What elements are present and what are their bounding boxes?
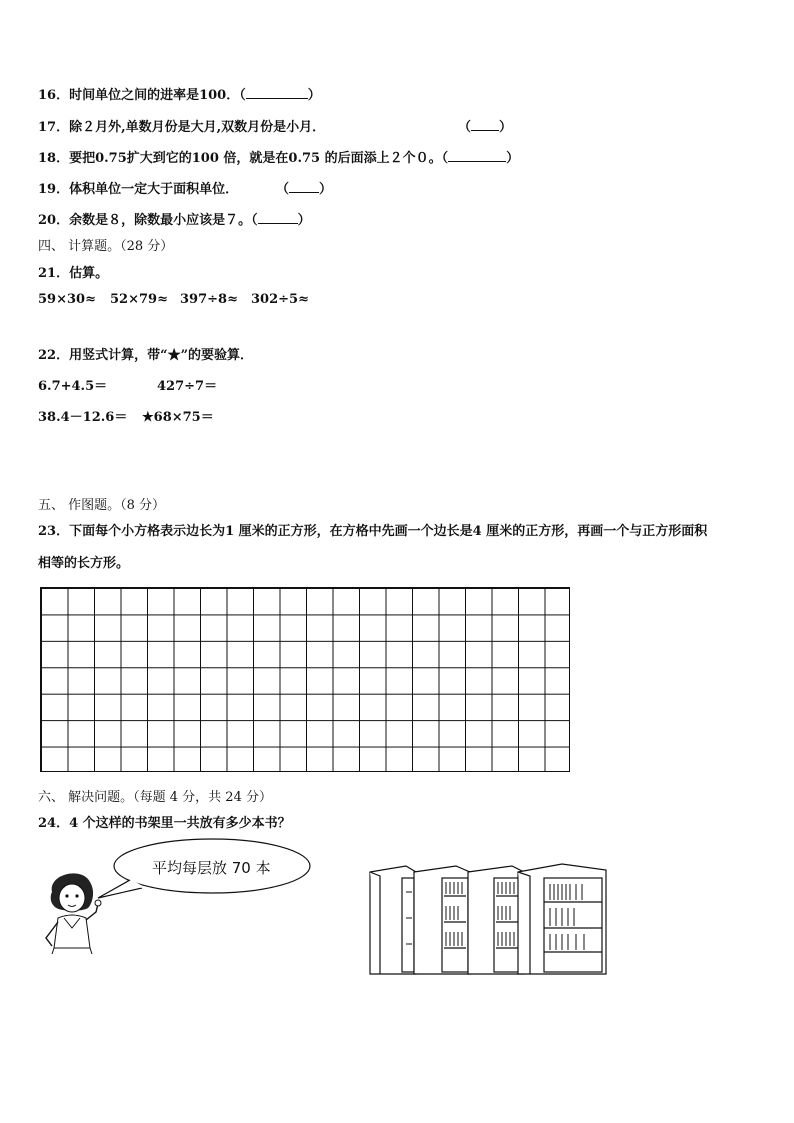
estimate-item: 397÷8≈	[180, 292, 238, 307]
paren-close: ）	[297, 213, 311, 228]
estimate-item: 59×30≈	[38, 292, 96, 307]
answer-blank-16[interactable]	[246, 87, 308, 99]
calc-item: ★68×75＝	[142, 410, 214, 425]
question-19	[38, 178, 238, 197]
question-17-answer	[458, 116, 512, 135]
drawing-grid[interactable]	[40, 587, 570, 772]
answer-blank-20[interactable]	[258, 212, 298, 224]
answer-blank-17[interactable]	[471, 119, 499, 131]
bookshelves-illustration-icon	[366, 862, 614, 978]
paren-open: （	[276, 182, 290, 197]
question-19-answer	[276, 178, 332, 197]
paren-open: （	[458, 120, 472, 135]
question-18-text: 18．要把0.75扩大到它的100 倍，就是在0.75 的后面添上２个０。（	[38, 151, 449, 166]
question-18	[38, 147, 519, 166]
question-17	[38, 116, 325, 135]
calc-item: 427÷7＝	[157, 379, 218, 394]
question-21: 21．估算。	[38, 266, 109, 281]
question-20-text: 20．余数是８，除数最小应该是７。（	[38, 213, 258, 228]
question-16-text: 16．时间单位之间的进率是100．（	[38, 88, 246, 103]
girl-illustration-icon	[38, 868, 108, 954]
question-23-line2: 相等的长方形。	[38, 556, 130, 571]
question-17-text: 17．除２月外,单数月份是大月,双数月份是小月．	[38, 120, 326, 135]
bookshelf-icon	[468, 866, 524, 974]
estimate-item: 302÷5≈	[251, 292, 309, 307]
question-23-line1: 23．下面每个小方格表示边长为1 厘米的正方形，在方格中先画一个边长是4 厘米的正方形，再画一个与正方形面积	[38, 524, 708, 539]
answer-blank-18[interactable]	[448, 150, 506, 162]
calc-item: 6.7+4.5＝	[38, 379, 108, 394]
calc-item: 38.4－12.6＝	[38, 410, 128, 425]
question-24: 24．4 个这样的书架里一共放有多少本书？	[38, 816, 291, 831]
question-16	[38, 84, 321, 103]
bubble-text: 平均每层放 70 本	[152, 859, 271, 877]
paren-close: ）	[506, 151, 520, 166]
answer-blank-19[interactable]	[289, 181, 319, 193]
section-heading-5: 五、 作图题。（8 分）	[38, 498, 166, 513]
estimate-item: 52×79≈	[110, 292, 168, 307]
section-heading-4: 四、 计算题。（28 分）	[38, 239, 174, 254]
paren-close: ）	[319, 182, 333, 197]
paren-close: ）	[307, 88, 321, 103]
question-19-text: 19．体积单位一定大于面积单位．	[38, 182, 239, 197]
bookshelf-icon	[370, 866, 416, 974]
section-heading-6: 六、 解决问题。（每题 4 分，共 24 分）	[38, 790, 272, 805]
paren-close: ）	[499, 120, 513, 135]
question-20	[38, 209, 311, 228]
question-22: 22．用竖式计算，带“★”的要验算．	[38, 348, 254, 363]
